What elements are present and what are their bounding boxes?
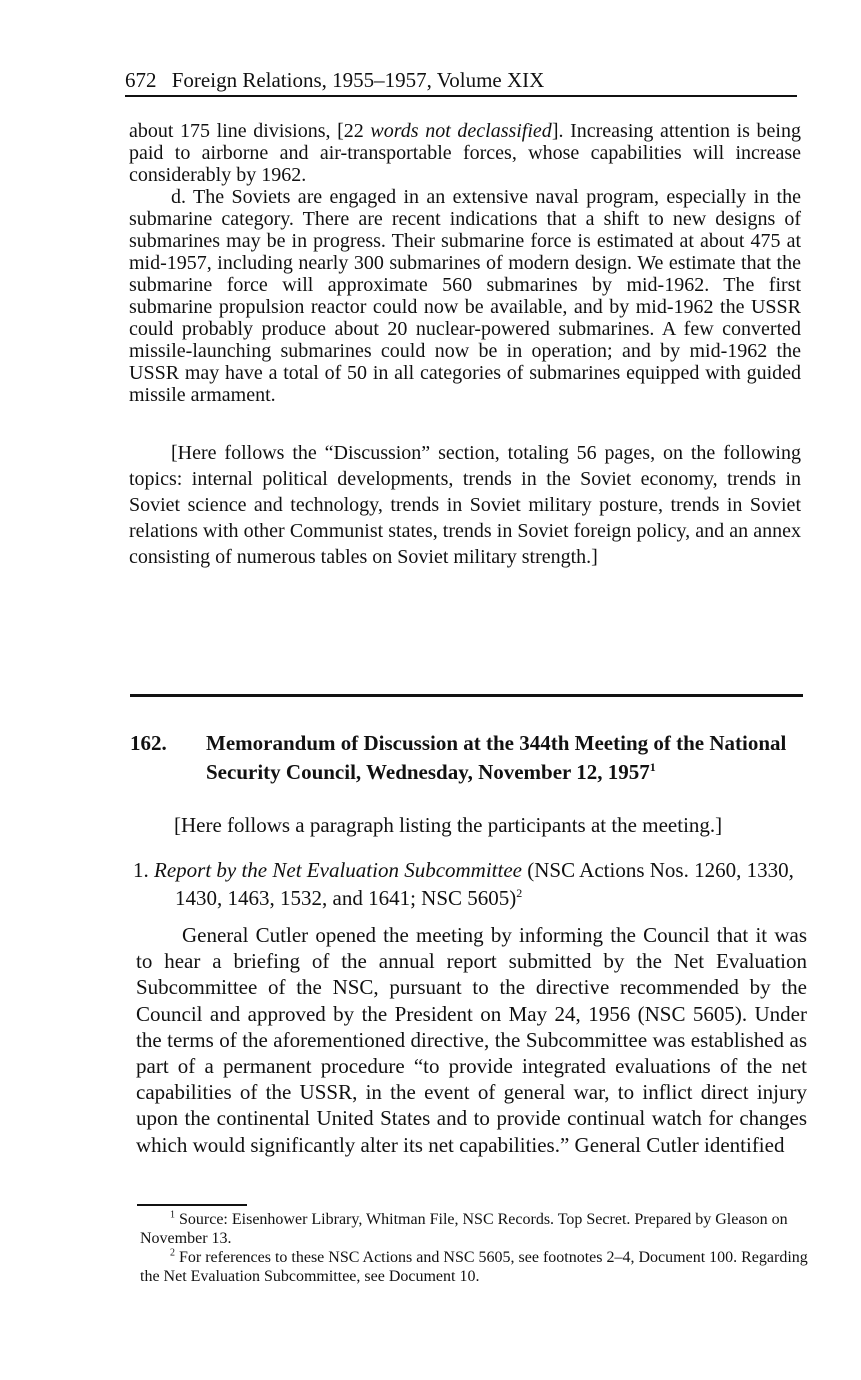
footnote: $^2$ For references to these NSC Actions and NSC 5605, see footnotes 2–4, Document 100. Regarding the Net Evaluation Subcommittee, see Document 10. [140, 1247, 808, 1285]
section-divider [130, 694, 803, 697]
continuation-paragraph: about 175 line divisions, [22 words not declassified]. Increasing attention is being paid to airborne and air-transportable forces, whose capabilities will increase considerably by 1962. [129, 120, 801, 186]
document-heading [130, 729, 810, 787]
italic-note: words not declassified [370, 120, 552, 142]
editorial-note: [Here follows the “Discussion” section, totaling 56 pages, on the following topics: internal political developments, trends in the Soviet economy, trends in Soviet science and technology, trends in Soviet military posture, trends in Soviet relations with other Communist states, trends in Soviet foreign policy, and an annex consisting of numerous tables on Soviet military strength.] [129, 442, 801, 568]
discussion-body: General Cutler opened the meeting by informing the Council that it was to hear a briefing of the annual report submitted by the Net Evaluation Subcommittee of the NSC, pursuant to the directive recommended by the Council and approved by the President on May 24, 1956 (NSC 5605). Under the terms of the aforementioned directive, the Subcommittee was established as part of a permanent procedure “to provide integrated evaluations of the net capabilities of the USSR, in the event of general war, to inflict direct injury upon the continental United States and to provide continual watch for changes which would significantly alter its net capabilities.” General Cutler identified [136, 923, 807, 1157]
footnote: $^1$ Source: Eisenhower Library, Whitman File, NSC Records. Top Secret. Prepared by Gleason on November 13. [140, 1209, 788, 1247]
item-references: (NSC Actions Nos. 1260, 1330, 1430, 1463, 1532, and 1641; NSC 5605) [175, 858, 794, 910]
footnote-ref: 2 [516, 886, 523, 900]
item-title: Report by the Net Evaluation Subcommittee [154, 858, 522, 882]
document-title: Memorandum of Discussion at the 344th Meeting of the National Security Council, Wednesday, November 12, 1957$^1$ [206, 731, 787, 784]
footnote-ref: 1 [649, 760, 656, 774]
item-number: 1. [133, 858, 154, 882]
agenda-item [133, 856, 813, 912]
continuation-text [129, 120, 801, 406]
footnotes [140, 1210, 810, 1286]
footnote-divider [137, 1204, 247, 1206]
page-number: 672 [125, 68, 157, 92]
document-number: 162. [130, 731, 167, 755]
running-title: Foreign Relations, 1955–1957, Volume XIX [171, 68, 545, 92]
naval-paragraph: d. The Soviets are engaged in an extensive naval program, especially in the submarine category. There are recent indications that a shift to new designs of submarines may be in progress. Their submarine force is estimated at about 475 at mid-1957, including nearly 300 submarines of modern design. We estimate that the submarine force will approximate 560 submarines by mid-1962. The first submarine propulsion reactor could now be available, and by mid-1962 the USSR could probably produce about 20 nuclear-powered submarines. A few converted missile-launching submarines could now be in operation; and by mid-1962 the USSR may have a total of 50 in all categories of submarines equipped with guided missile armament. [129, 186, 801, 406]
participants-note: [Here follows a paragraph listing the participants at the meeting.] [174, 813, 723, 837]
running-header [125, 66, 797, 97]
